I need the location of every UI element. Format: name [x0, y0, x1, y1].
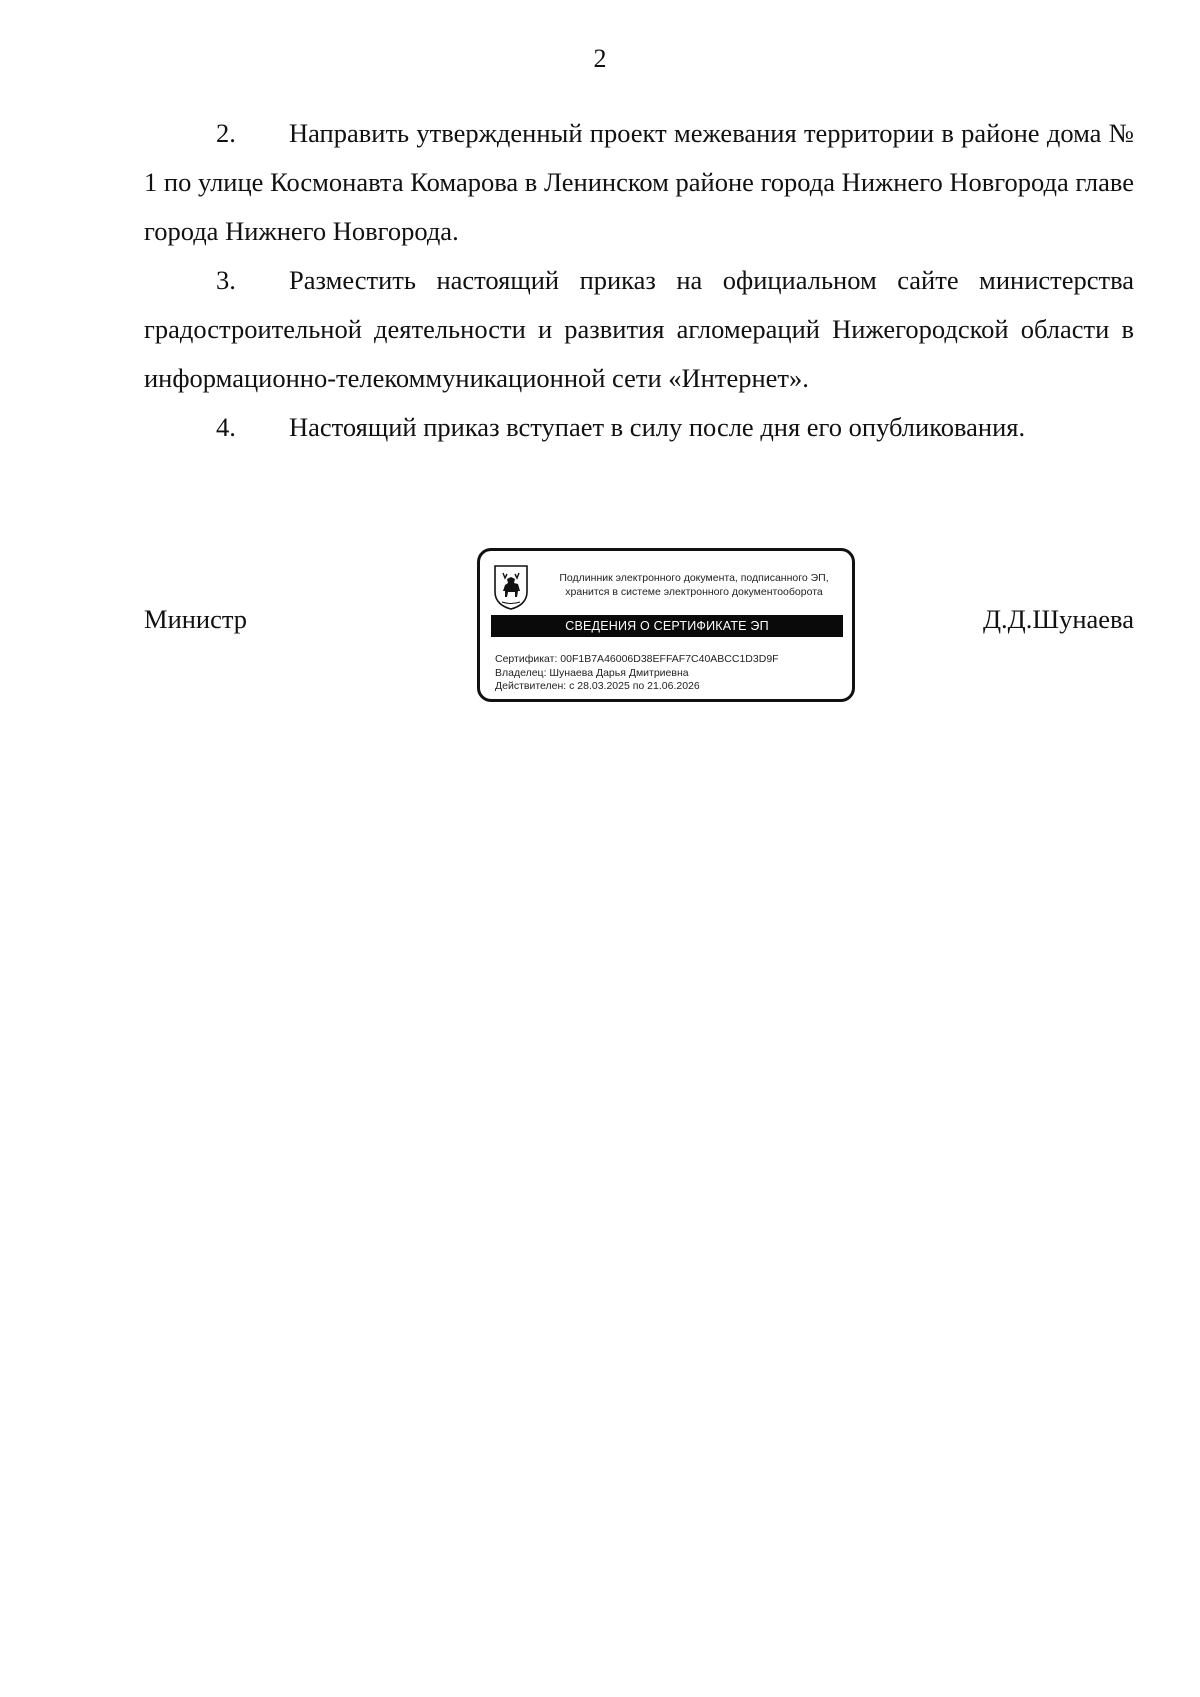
- electronic-signature-stamp: [477, 548, 855, 702]
- paragraph-4: [144, 403, 1134, 452]
- certificate-owner: Владелец: Шунаева Дарья Дмитриевна: [495, 666, 689, 679]
- stamp-header-line-1: Подлинник электронного документа, подписанного ЭП,: [559, 572, 829, 584]
- signature-block: [144, 548, 1134, 710]
- paragraph-text: Разместить настоящий приказ на официальном сайте министерства градостроительной деятельности и развития агломераций Нижегородской области в информационно-телекоммуникационной сети «Интернет».: [144, 265, 1134, 393]
- paragraph-text: Направить утвержденный проект межевания территории в районе дома № 1 по улице Космонавта Комарова в Ленинском районе города Нижнего Новгорода главе города Нижнего Новгорода.: [144, 118, 1134, 246]
- paragraph-number: 2.: [216, 118, 236, 148]
- certificate-details: [495, 653, 845, 694]
- certificate-number: Сертификат: 00F1B7A46006D38EFFAF7C40ABCC1D3D9F: [495, 653, 779, 665]
- coat-of-arms-icon: [493, 564, 529, 610]
- paragraph-number: 4.: [216, 412, 236, 442]
- page-number: 2: [593, 44, 607, 73]
- certificate-validity: Действителен: с 28.03.2025 по 21.06.2026: [495, 680, 700, 692]
- paragraph-2: [144, 109, 1134, 256]
- paragraph-3: [144, 256, 1134, 403]
- paragraph-number: 3.: [216, 265, 236, 295]
- stamp-header: [540, 571, 848, 599]
- paragraph-text: Настоящий приказ вступает в силу после дня его опубликования.: [289, 412, 1026, 442]
- signatory-name: Д.Д.Шунаева: [982, 604, 1134, 634]
- certificate-banner: СВЕДЕНИЯ О СЕРТИФИКАТЕ ЭП: [491, 615, 843, 637]
- signatory-title: Министр: [144, 604, 248, 634]
- stamp-header-line-2: хранится в системе электронного документооборота: [565, 586, 823, 598]
- document-body: [144, 109, 1134, 452]
